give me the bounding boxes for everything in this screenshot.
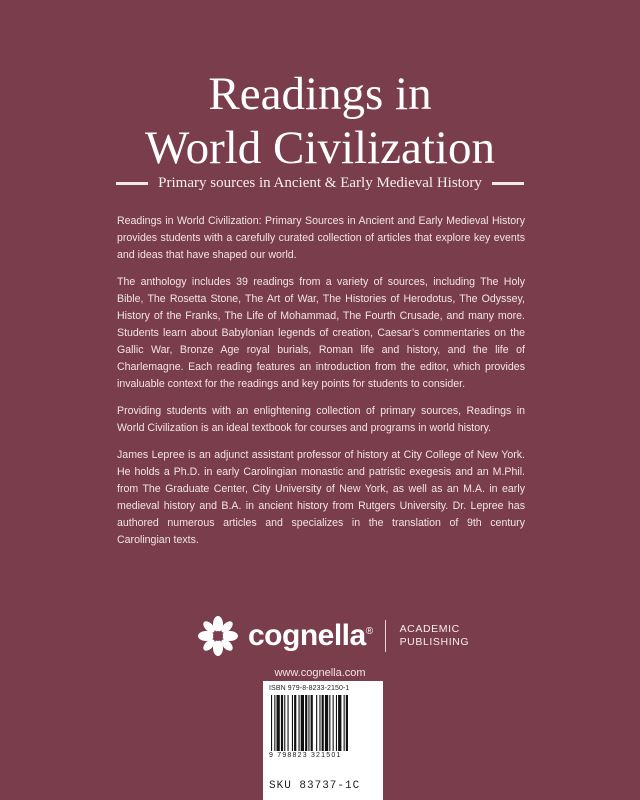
sku-text: SKU 83737-1C: [269, 780, 361, 792]
title-line-2: World Civilization: [145, 122, 495, 174]
isbn-text: ISBN 979-8-8233-2150-1: [269, 685, 350, 692]
barcode-icon: [271, 695, 375, 751]
description-paragraph-1: Readings in World Civilization: Primary Sources in Ancient and Early Medieval History provides students with a carefully curated collection of articles that explore key events and ideas that have shaped our world.: [117, 215, 525, 261]
subtitle-rule-left: [116, 182, 148, 185]
logo-divider: [385, 620, 386, 652]
subtitle-rule-right: [492, 182, 524, 185]
subtitle: Primary sources in Ancient & Early Medieval History: [158, 175, 482, 191]
description-paragraph-2: The anthology includes 39 readings from a variety of sources, including The Holy Bible, The Rosetta Stone, The Art of War, The Histories of Herodotus, The Odyssey, History of the Franks, The Life of Mohammad, The Fourth Crusade, and many more. Students learn about Babylonian legends of creation, Caesar’s commentaries on the Gallic War, Bronze Age royal burials, Roman life and history, and the life of Charlemagne. Each reading features an introduction from the editor, which provides invaluable context for the readings and key points for students to consider.: [117, 276, 525, 390]
cognella-flower-icon: [196, 614, 240, 658]
author-bio: James Lepree is an adjunct assistant professor of history at City College of New York. He holds a Ph.D. in early Carolingian monastic and patristic exegesis and an M.Phil. from The Graduate Center, City University of New York, as well as an M.A. in early medieval history and B.A. in ancient history from Rutgers University. Dr. Lepree has authored numerous articles and specializes in the translation of 9th century Carolingian texts.: [117, 449, 525, 546]
subtitle-row: [0, 175, 640, 192]
barcode-box: [263, 681, 383, 800]
publisher-tagline: ACADEMIC PUBLISHING: [399, 623, 470, 648]
description-paragraph-3: Providing students with an enlightening collection of primary sources, Readings in World Civilization is an ideal textbook for courses and programs in world history.: [117, 405, 525, 434]
description-text: [117, 213, 525, 559]
publisher-name: cognella®: [248, 619, 373, 652]
title-line-1: Readings in: [208, 68, 432, 120]
barcode-digits: 9 798823 321501: [269, 752, 342, 759]
publisher-url: www.cognella.com: [274, 667, 366, 679]
publisher-logo: [196, 614, 469, 658]
